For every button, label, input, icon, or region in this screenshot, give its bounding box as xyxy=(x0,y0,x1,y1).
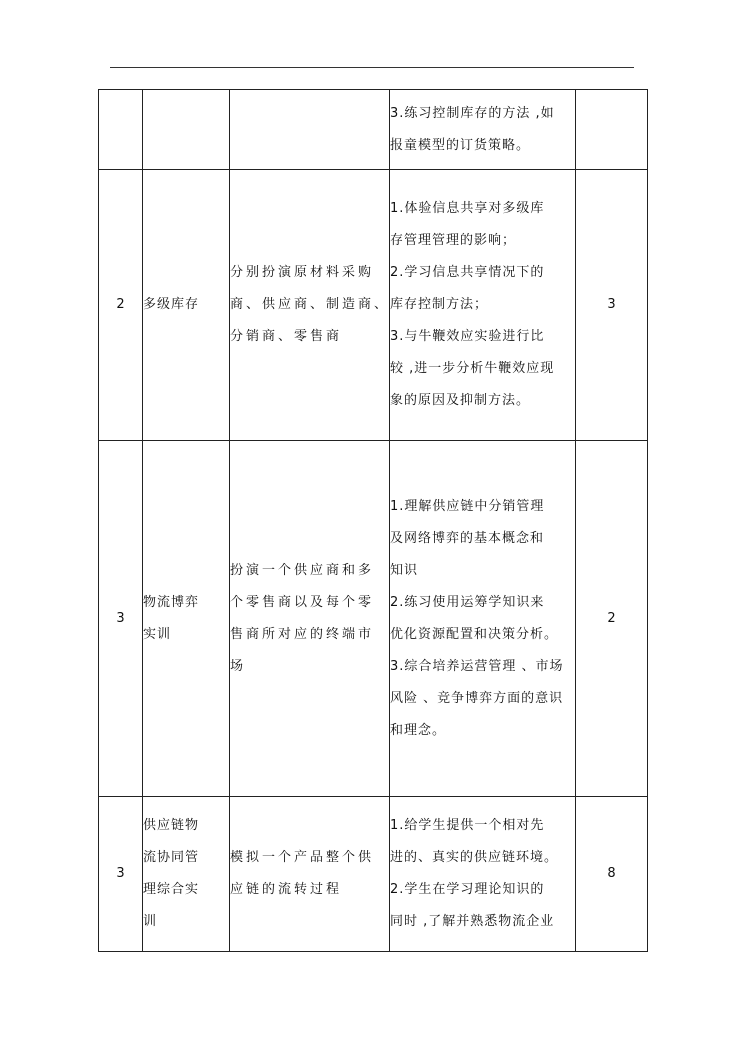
header-rule xyxy=(110,67,634,68)
name-line: 理综合实 xyxy=(143,882,200,897)
objective-line: 存管理管理的影响； xyxy=(390,233,517,248)
role-line: 个零售商以及每个零 xyxy=(230,594,375,610)
objective-line: 2.学生在学习理论知识的 xyxy=(390,882,545,897)
objective-line: 较 ,进一步分析牛鞭效应现 xyxy=(390,361,555,376)
objective-line: 和理念。 xyxy=(390,722,447,738)
course-table xyxy=(98,89,648,952)
role-line: 扮演一个供应商和多 xyxy=(230,562,375,578)
table-row xyxy=(99,90,648,170)
objective-line: 风险 、竞争博弈方面的意识 xyxy=(390,690,564,706)
row-number: 2 xyxy=(99,170,143,441)
name-line: 多级库存 xyxy=(143,297,200,312)
table-row xyxy=(99,170,648,441)
objective-line: 1.给学生提供一个相对先 xyxy=(390,818,545,833)
role-line: 分别扮演原材料采购 xyxy=(230,265,375,280)
role-description xyxy=(230,797,390,952)
name-line: 物流博弈 xyxy=(143,594,200,610)
experiment-name xyxy=(143,90,230,170)
role-line: 模拟一个产品整个供 xyxy=(230,850,375,865)
table-row xyxy=(99,441,648,797)
objective-line: 2.练习使用运筹学知识来 xyxy=(390,594,545,610)
objectives xyxy=(390,797,576,952)
experiment-name xyxy=(143,797,230,952)
objective-line: 优化资源配置和决策分析。 xyxy=(390,626,559,642)
role-description xyxy=(230,441,390,797)
objective-line: 3.练习控制库存的方法 ,如 xyxy=(390,105,555,121)
objective-line: 及网络博弈的基本概念和 xyxy=(390,530,545,546)
experiment-name xyxy=(143,441,230,797)
objective-line: 同时 ,了解并熟悉物流企业 xyxy=(390,914,555,929)
name-line: 供应链物 xyxy=(143,818,200,833)
objective-line: 2.学习信息共享情况下的 xyxy=(390,265,545,280)
objective-line: 报童模型的订货策略。 xyxy=(390,137,531,153)
row-number xyxy=(99,90,143,170)
row-number: 3 xyxy=(99,797,143,952)
role-line: 售商所对应的终端市 xyxy=(230,626,375,642)
role-line: 商、供应商、制造商、 xyxy=(230,297,391,312)
objectives xyxy=(390,170,576,441)
hours: 3 xyxy=(576,170,648,441)
objective-line: 3.与牛鞭效应实验进行比 xyxy=(390,329,545,344)
objective-line: 库存控制方法； xyxy=(390,297,489,312)
objective-line: 知识 xyxy=(390,562,419,578)
role-line: 场 xyxy=(230,658,247,674)
objective-line: 3.综合培养运营管理 、市场 xyxy=(390,658,564,674)
role-line: 分销商、零售商 xyxy=(230,329,343,344)
name-line: 流协同管 xyxy=(143,850,200,865)
name-line: 实训 xyxy=(143,626,172,642)
objective-line: 1.体验信息共享对多级库 xyxy=(390,201,545,216)
role-description xyxy=(230,90,390,170)
table-row xyxy=(99,797,648,952)
role-line: 应链的流转过程 xyxy=(230,882,343,897)
hours: 8 xyxy=(576,797,648,952)
role-description xyxy=(230,170,390,441)
hours xyxy=(576,90,648,170)
experiment-name xyxy=(143,170,230,441)
row-number: 3 xyxy=(99,441,143,797)
name-line: 训 xyxy=(143,914,158,929)
objective-line: 1.理解供应链中分销管理 xyxy=(390,498,545,514)
objective-line: 进的、真实的供应链环境。 xyxy=(390,850,559,865)
hours: 2 xyxy=(576,441,648,797)
objectives xyxy=(390,90,576,170)
objectives xyxy=(390,441,576,797)
objective-line: 象的原因及抑制方法。 xyxy=(390,393,531,408)
